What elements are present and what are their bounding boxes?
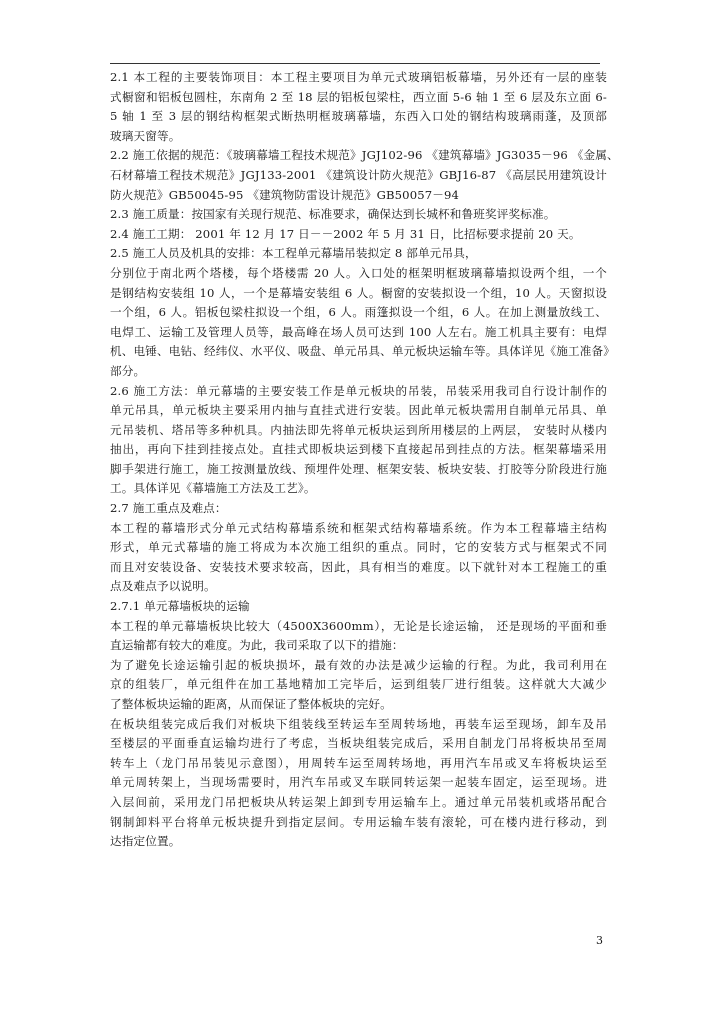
text-line: 2.5 施工人员及机具的安排：本工程单元幕墙吊装拟定 8 部单元吊具， <box>110 246 477 261</box>
text-line: 单元吊具，单元板块主要采用内抽与直挂式进行安装。因此单元板块需用自制单元吊具、单 <box>110 403 607 418</box>
text-line: 工。具体详见《幕墙施工方法及工艺》。 <box>110 481 316 496</box>
text-line: 2.7 施工重点及难点： <box>110 501 227 516</box>
text-line: 至楼层的平面垂直运输均进行了考虑，当板块组装完成后，采用自制龙门吊将板块吊至周 <box>110 736 607 751</box>
text-line: 本工程的单元幕墙板块比较大（4500X3600mm），无论是长途运输， 还是现场的平面和垂 <box>110 618 607 633</box>
text-line: 了整体板块运输的距离，从而保证了整体板块的完好。 <box>110 697 392 711</box>
text-line: 2.4 施工工期： 2001 年 12 月 17 日－－2002 年 5 月 31 日，比招标要求提前 20 天。 <box>110 226 581 241</box>
text-line: 脚手架进行施工，施工按测量放线、预埋件处理、框架安装、板块安装、打胶等分阶段进行施 <box>110 461 607 476</box>
text-line: 防火规范》GB50045-95 《建筑物防雷设计规范》GB50057－94 <box>110 187 460 202</box>
page-number: 3 <box>596 934 603 947</box>
text-line: 为了避免长途运输引起的板块损坏，最有效的办法是减少运输的行程。为此，我司利用在 <box>110 657 607 672</box>
text-line: 2.6 施工方法：单元幕墙的主要安装工作是单元板块的吊装，吊装采用我司自行设计制作的 <box>110 383 607 398</box>
text-line: 入层间前，采用龙门吊把板块从转运架上卸到专用运输车上。通过单元吊装机或塔吊配合 <box>110 794 607 809</box>
text-line: 达指定位置。 <box>110 834 181 849</box>
text-line: 在板块组装完成后我们对板块下组装线至转运车至周转场地，再装车运至现场，卸车及吊 <box>110 716 607 731</box>
text-line: 转车上（龙门吊吊装见示意图），用周转车运至周转场地，再用汽车吊或叉车将板块运至 <box>110 755 607 770</box>
text-line: 2.3 施工质量：按国家有关现行规范、标准要求，确保达到长城杯和鲁班奖评奖标准。 <box>110 207 556 222</box>
text-line: 玻璃天窗等。 <box>110 128 181 143</box>
text-line: 单元周转架上，当现场需要时，用汽车吊或叉车联同转运架一起装车固定，运至现场。进 <box>110 775 607 790</box>
text-line: 2.7.1 单元幕墙板块的运输 <box>110 599 250 614</box>
text-line: 本工程的幕墙形式分单元式结构幕墙系统和框架式结构幕墙系统。作为本工程幕墙主结构 <box>110 520 607 535</box>
text-line: 抽出，再向下挂到挂接点处。直挂式即板块运到楼下直接起吊到挂点的方法。框架幕墙采用 <box>110 442 607 457</box>
text-line: 部分。 <box>110 363 146 378</box>
text-line: 京的组装厂，单元组件在加工基地精加工完毕后，运到组装厂进行组装。这样就大大减少 <box>110 677 607 692</box>
text-line: 5 轴 1 至 3 层的钢结构框架式断热明框玻璃幕墙，东西入口处的钢结构玻璃雨蓬，及顶部 <box>110 109 607 124</box>
text-line: 2.1 本工程的主要装饰项目：本工程主要项目为单元式玻璃铝板幕墙，另外还有一层的座装 <box>110 70 607 84</box>
text-line: 点及难点予以说明。 <box>110 579 216 594</box>
text-line: 机、电锤、电钻、经纬仪、水平仪、吸盘、单元吊具、单元板块运输车等。具体详见《施工准备》 <box>110 344 615 359</box>
document-body <box>110 68 619 852</box>
text-line: 元吊装机、塔吊等多种机具。内抽法即先将单元板块运到所用楼层的上两层， 安装时从楼内 <box>110 422 607 437</box>
header-rule <box>110 63 600 64</box>
text-line: 2.2 施工依据的规范：《玻璃幕墙工程技术规范》JGJ102-96 《建筑幕墙》JG3035－96 《金属、 <box>110 148 619 163</box>
text-line: 直运输都有较大的难度。为此，我司采取了以下的措施： <box>110 638 404 653</box>
text-line: 分别位于南北两个塔楼，每个塔楼需 20 人。入口处的框架明框玻璃幕墙拟设两个组，一个 <box>110 265 607 280</box>
text-line: 一个组，6 人。铝板包梁柱拟设一个组，6 人。雨篷拟设一个组，6 人。在加上测量放线工、 <box>110 305 607 320</box>
text-line: 石材幕墙工程技术规范》JGJ133-2001 《建筑设计防火规范》GBJ16-87 《高层民用建筑设计 <box>110 167 607 182</box>
text-line: 形式，单元式幕墙的施工将成为本次施工组织的重点。同时，它的安装方式与框架式不同 <box>110 540 607 555</box>
text-line: 是钢结构安装组 10 人，一个是幕墙安装组 6 人。橱窗的安装拟设一个组，10 人。天窗拟设 <box>110 285 607 300</box>
text-line: 电焊工、运输工及管理人员等，最高峰在场人员可达到 100 人左右。施工机具主要有：电焊 <box>110 324 607 339</box>
text-line: 钢制卸料平台将单元板块提升到指定层间。专用运输车装有滚轮，可在楼内进行移动，到 <box>110 814 607 829</box>
text-line: 而且对安装设备、安装技术要求较高，因此，具有相当的难度。以下就针对本工程施工的重 <box>110 559 607 574</box>
text-line: 式橱窗和铝板包圆柱，东南角 2 至 18 层的铝板包梁柱，西立面 5-6 轴 1 至 6 层及东立面 6- <box>110 89 607 104</box>
